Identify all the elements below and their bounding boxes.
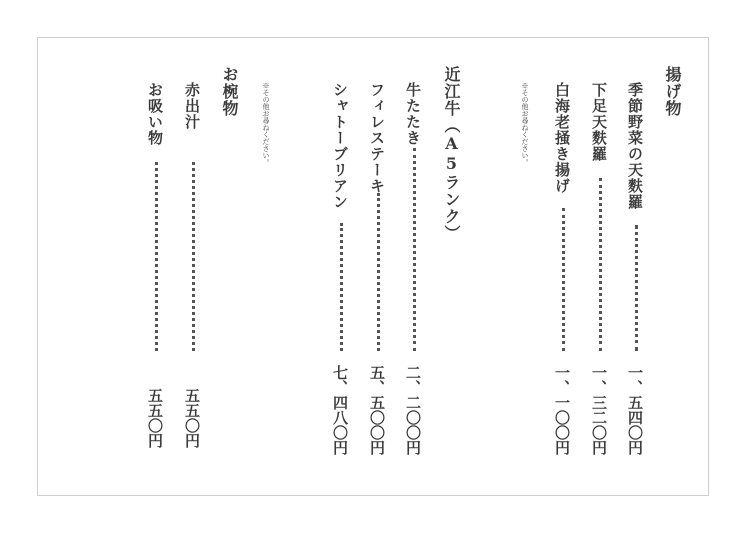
menu-item-price: 一、三二〇円 xyxy=(590,365,608,455)
menu-item-name: 赤出汁 xyxy=(183,82,201,130)
menu-item-price: 七、四八〇円 xyxy=(331,365,349,455)
menu-item-name: フィレステーキ xyxy=(368,82,386,194)
menu-item-name: シャトーブリアン xyxy=(331,82,349,210)
section-heading-owanmono: お椀物 xyxy=(220,66,239,117)
menu-item-price: 一、一〇〇円 xyxy=(553,365,571,455)
menu-item-name: 白海老掻き揚げ xyxy=(553,82,571,194)
menu-item-name: 牛たたき xyxy=(404,82,422,146)
leader-dots xyxy=(340,223,343,351)
menu-item-name: 季節野菜の天麩羅 xyxy=(626,82,644,210)
menu-item-name: お吸い物 xyxy=(146,82,164,146)
menu-item-price: 五五〇円 xyxy=(183,388,201,448)
menu-note: ※その他お尋ねください。 xyxy=(262,82,270,166)
leader-dots xyxy=(599,178,602,351)
leader-dots xyxy=(155,162,158,351)
menu-item-price: 五五〇円 xyxy=(146,388,164,448)
section-heading-agemono: 揚げ物 xyxy=(663,66,682,117)
leader-dots xyxy=(635,225,638,351)
menu-item-price: 二、二〇〇円 xyxy=(404,365,422,455)
section-heading-omi-beef: 近江牛（A5ランク） xyxy=(442,66,461,242)
leader-dots xyxy=(413,148,416,351)
menu-item-price: 五、五〇〇円 xyxy=(368,365,386,455)
leader-dots xyxy=(562,208,565,351)
menu-note: ※その他お尋ねください。 xyxy=(521,82,529,166)
menu-item-price: 一、五四〇円 xyxy=(626,365,644,455)
menu-sheet xyxy=(37,37,709,496)
leader-dots xyxy=(377,193,380,351)
leader-dots xyxy=(192,162,195,351)
menu-item-name: 下足天麩羅 xyxy=(590,82,608,162)
